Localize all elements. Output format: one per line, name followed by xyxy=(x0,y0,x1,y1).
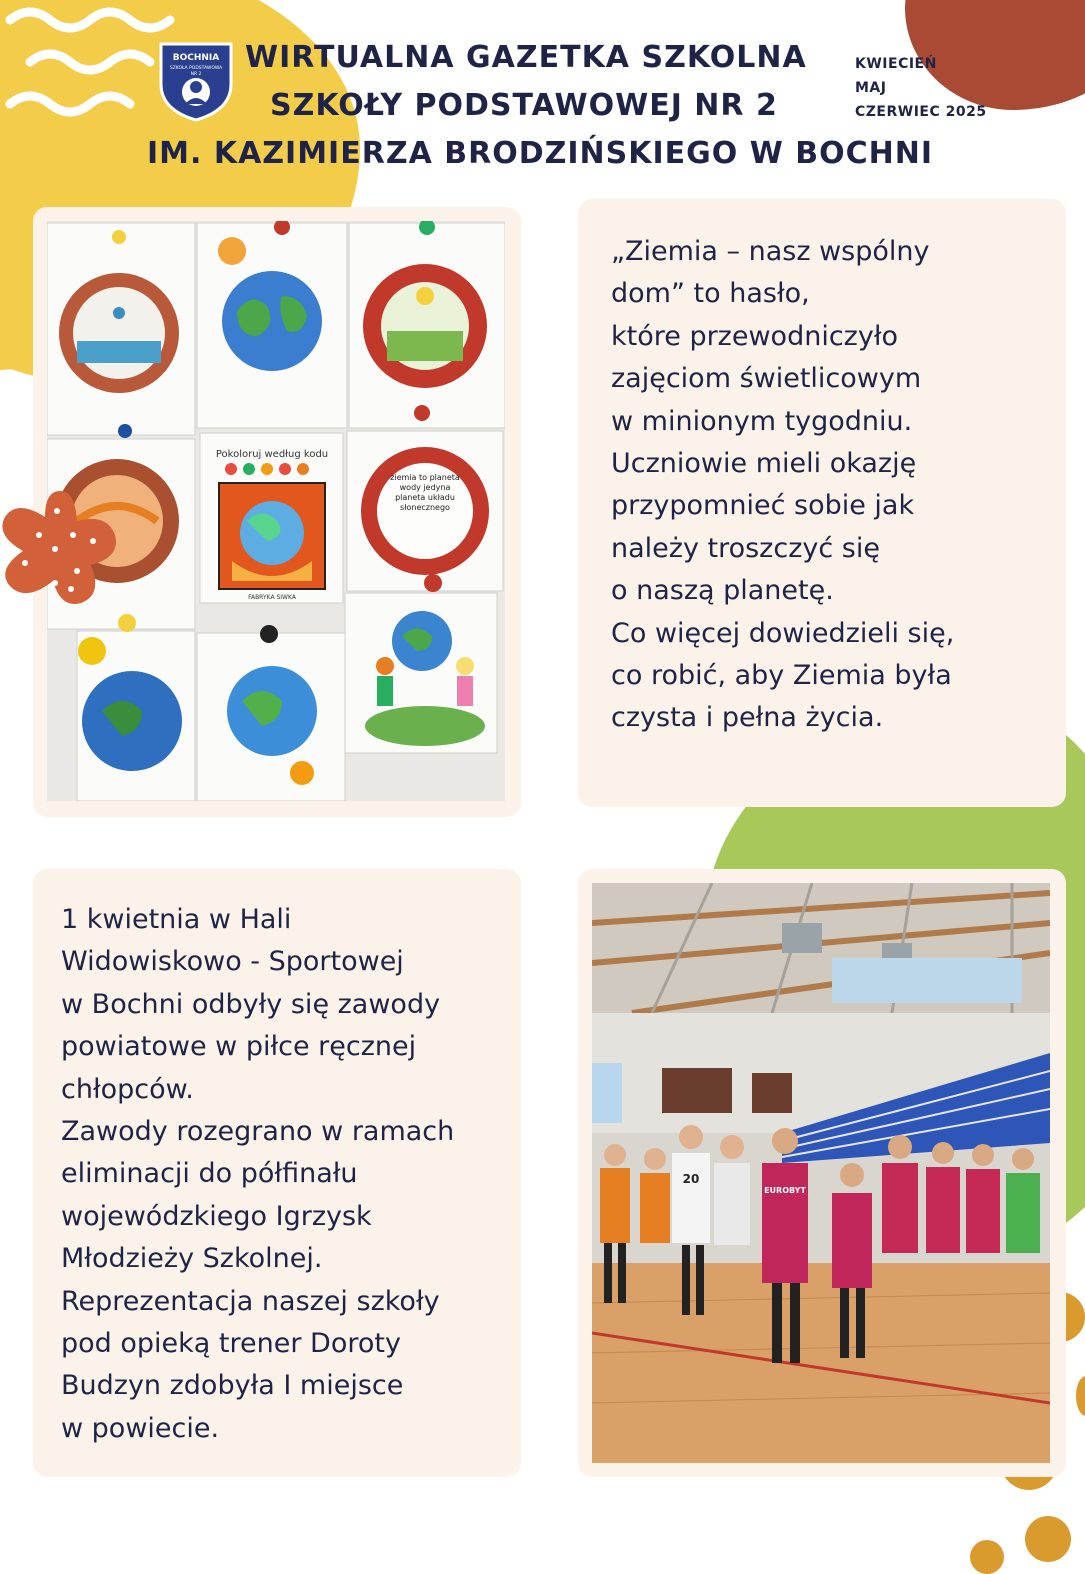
earth-article-card xyxy=(578,199,1066,807)
decorative-dot xyxy=(970,1540,1004,1574)
jersey-sponsor-text: EUROBYT xyxy=(764,1186,806,1195)
article-line: co robić, aby Ziemia była xyxy=(611,660,952,692)
issue-date-month-3: CZERWIEC 2025 xyxy=(855,104,987,120)
logo-text-top: BOCHNIA xyxy=(172,53,220,63)
logo-text-mid: SZKOŁA PODSTAWOWA xyxy=(169,66,223,71)
decorative-dot xyxy=(1025,1516,1071,1562)
page-title-line-1: WIRTUALNA GAZETKA SZKOLNA xyxy=(245,40,807,75)
handball-article-card xyxy=(33,869,521,1477)
article-line: w minionym tygodniu. xyxy=(611,405,913,437)
orange-star-decoration-icon xyxy=(0,485,125,610)
article-line: zajęciom świetlicowym xyxy=(611,363,922,395)
article-line: Zawody rozegrano w ramach xyxy=(61,1116,455,1148)
issue-dates xyxy=(855,52,987,124)
school-crest-icon xyxy=(157,40,235,122)
article-line: należy troszczyć się xyxy=(611,532,880,564)
article-line: czysta i pełna życia. xyxy=(611,702,884,734)
article-line: które przewodniczyło xyxy=(611,320,899,352)
article-line: „Ziemia – nasz wspólny xyxy=(611,236,930,267)
article-line: o naszą planetę. xyxy=(611,575,834,607)
article-line: powiatowe w piłce ręcznej xyxy=(61,1031,417,1063)
page-title-line-2: SZKOŁY PODSTAWOWEJ NR 2 xyxy=(270,88,778,123)
page-title-line-3: IM. KAZIMIERZA BRODZIŃSKIEGO W BOCHNI xyxy=(146,136,934,171)
article-line: eliminacji do półfinału xyxy=(61,1158,358,1190)
worksheet-footer: FABRYKA SIWKA xyxy=(248,594,296,601)
article-line: Widowiskowo - Sportowej xyxy=(61,946,404,978)
handball-team-photo-card xyxy=(578,869,1066,1477)
logo-text-nr: NR 2 xyxy=(190,72,202,77)
handball-article-text xyxy=(61,899,516,1450)
article-line: dom” to hasło, xyxy=(611,278,810,310)
handball-team-photo-icon xyxy=(592,883,1050,1463)
article-line: Młodzieży Szkolnej. xyxy=(61,1243,323,1275)
decorative-dot xyxy=(1076,1376,1085,1416)
earth-article-text xyxy=(611,231,1051,740)
article-line: 1 kwietnia w Hali xyxy=(61,904,292,935)
article-line: przypomnieć sobie jak xyxy=(611,490,915,522)
article-line: w powiecie. xyxy=(61,1412,220,1444)
article-line: Co więcej dowiedzieli się, xyxy=(611,617,955,649)
jersey-number: 20 xyxy=(682,1172,700,1186)
issue-date-month-2: MAJ xyxy=(855,80,887,96)
issue-date-month-1: KWIECIEŃ xyxy=(855,56,937,72)
article-line: w Bochni odbyły się zawody xyxy=(61,988,441,1020)
article-line: Reprezentacja naszej szkoły xyxy=(61,1285,440,1317)
article-line: pod opieką trener Doroty xyxy=(61,1328,401,1360)
article-line: chłopców. xyxy=(61,1073,194,1105)
poster-text: ziemia to planeta wody jedyna planeta układu słonecznego xyxy=(390,473,460,512)
worksheet-heading: Pokoloruj według kodu xyxy=(215,449,329,460)
article-line: Uczniowie mieli okazję xyxy=(611,448,917,480)
article-line: Budzyn zdobyła I miejsce xyxy=(61,1370,404,1402)
article-line: wojewódzkiego Igrzysk xyxy=(61,1200,372,1232)
